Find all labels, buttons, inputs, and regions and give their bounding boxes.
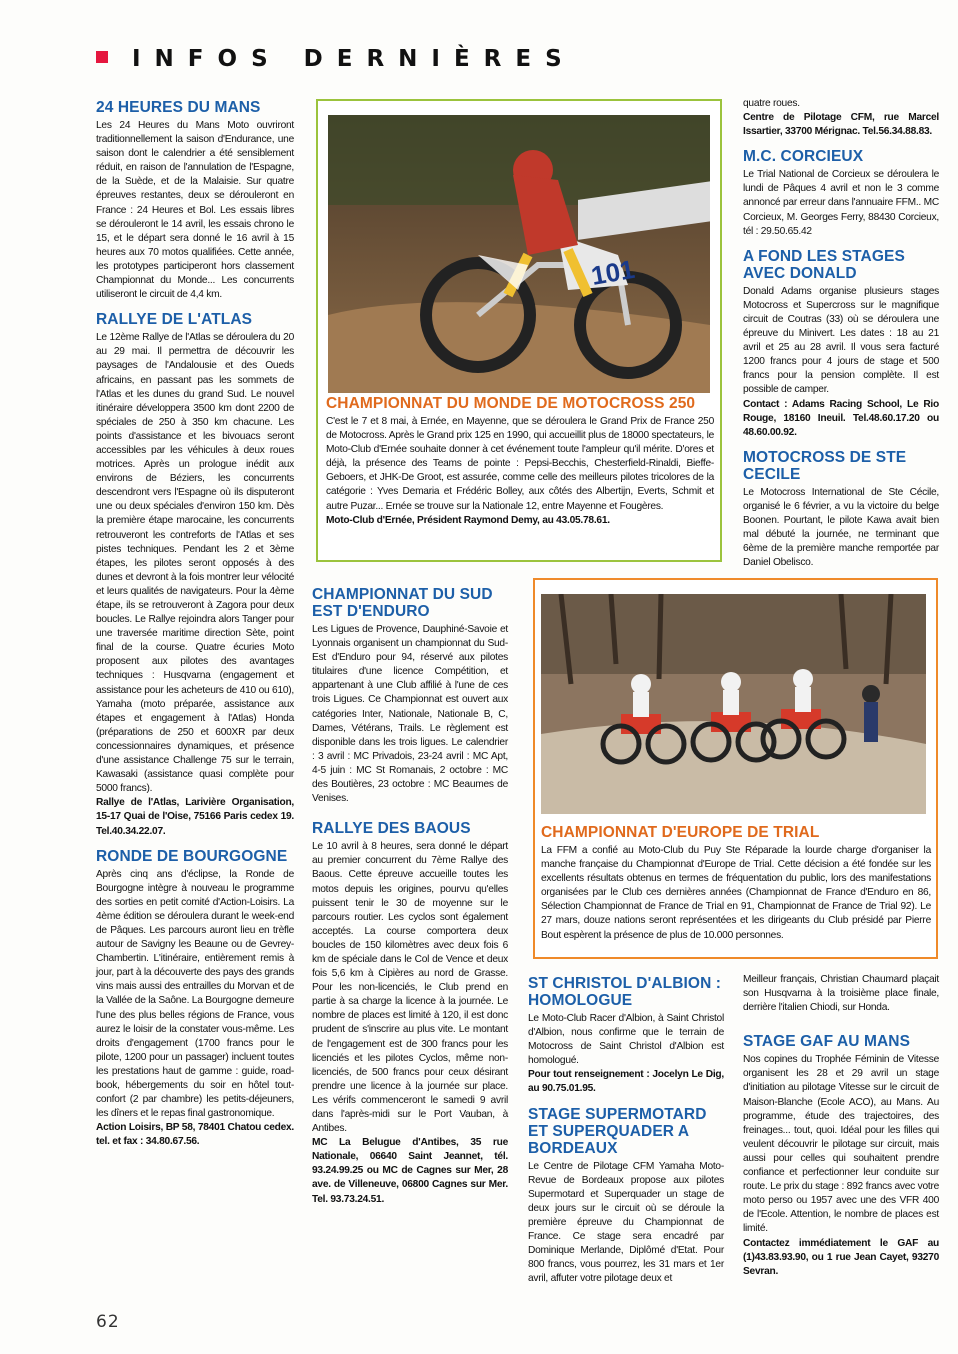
article-motocross-ste-cecile — [743, 449, 939, 571]
article-text: La FFM a confié au Moto-Club du Puy Ste Réparade la lourde charge d'organiser la manche française du Championnat d'Europe de Trial. Cette décision a été fondée sur les excellents résultats obtenus en termes de fréquentation du public, lors des manifestations organisées par le Club ces dernières années (Championnat de France d'Enduro en 86, Sélection Championnat de France de Trial en 91, Championnat de France de Trial 92). Le 27 mars, douze nations seront représentées et les dirigeants du Club présidé par Pierre Bout espèrent la présence de plus de 10.000 personnes. — [541, 845, 931, 941]
article-text: Meilleur français, Christian Chaumard plaçait son Husqvarna à la troisième place finale, derrière l'italien Chiodi, sur Honda. — [743, 974, 939, 1014]
article-st-christol-albion — [528, 975, 724, 1097]
article-title: STAGE GAF AU MANS — [743, 1033, 911, 1051]
motocross-feature-box — [316, 99, 722, 562]
trial-riders-photo — [541, 594, 926, 814]
article-text: Le 12ème Rallye de l'Atlas se déroulera du 20 au 29 mai. Il permettra de découvrir les paysages de l'Andalousie et des Oueds africains, en passant pas les sommets de l'Atlas et les dunes du grand Sud. Le nouvel itinéraire développera 3500 km dont 2200 de spéciales de 250 à 350 km chacune. Les points d'assistance et les bivouacs seront accessibles par les véhicules à deux roues motrices. Après un prologue inédit aux environs de Béziers, les concurrents descendront vers l'Espagne où ils disputeront une ou deux spéciales d'environ 150 km. Dès la première étape marocaine, les concurrents retrouveront les contreforts de l'Atlas et ses pistes techniques. Pendant les 2 et 3ème étapes, les pilotes seront opposés à des dunes et devront à la fois montrer leur vélocité et leurs qualités de navigateurs. Pour la 4ème étape, ils se retrouveront à Zagora pour deux boucles. Le Rallye rejoindra alors Tanger pour une traversée maritime direction Sète, point final de la course. Quatre écuries Moto proposent aux pilotes des avantages techniques : Husqvarna (engagement et assistance pour les acheteurs de 410 ou 610), Yamaha (moto préparée, assistance aux étapes et engagement à l'Atlas) Honda (préparations de 250 et 600XR par deux concessionnaires dynamiques, et présence d'une assistance Challenge 75 sur le terrain, Kawasaki (assistance quasi complète pour 5000 francs). — [96, 332, 294, 795]
article-title: CHAMPIONNAT DU SUD EST D'ENDURO — [312, 586, 493, 620]
article-rallye-atlas — [96, 311, 294, 838]
article-title: RALLYE DES BAOUS — [312, 820, 471, 838]
motocross-photo-illustration — [328, 115, 710, 393]
article-stage-gaf — [743, 1033, 939, 1279]
page-number: 62 — [96, 1312, 120, 1332]
article-contact: Rallye de l'Atlas, Larivière Organisation, 15-17 Quai de l'Oise, 75166 Paris cedex 19. Tel.40.34.22.07. — [96, 797, 294, 837]
article-title: STAGE SUPERMOTARD ET SUPERQUADER A BORDEAUX — [528, 1105, 707, 1157]
article-text: Les Ligues de Provence, Dauphiné-Savoie et Lyonnais organisent un championnat du Sud-Est d'Enduro pour 94, réservé aux pilotes titulaires d'une licence Compétition, et appartenant à une Club affilié à l'une de ces trois Ligues. Ce Championnat est ouvert aux catégories Inter, Nationale, Nationale B, C, Dames, Vétérans, Trails. Le règlement est disponible dans les trois ligues. Le calendrier : 3 avril : MC Privadois, 23-24 avril : MC Apt, 4-5 juin : MC St Romanais, 2 octobre : MC des Boutières, 23 octobre : MC Beaumes de Venises. — [312, 624, 508, 805]
article-title: M.C. CORCIEUX — [743, 148, 864, 166]
article-contact: Action Loisirs, BP 58, 78401 Chatou cedex. tel. et fax : 34.80.67.56. — [96, 1122, 294, 1148]
column-middle — [312, 586, 508, 1216]
article-ronde-bourgogne — [96, 848, 294, 1150]
article-title: CHAMPIONNAT D'EUROPE DE TRIAL — [541, 824, 820, 841]
article-text: Le Moto-Club Racer d'Albion, à Saint Christol d'Albion, nous confirme que le terrain de Motocross de Saint Christol d'Albion est homologué. — [528, 1013, 724, 1067]
article-24-heures-du-mans — [96, 99, 294, 302]
article-text: Après cinq ans d'éclipse, la Ronde de Bourgogne intègre à nouveau le programme des sorties en petit comité d'Action-Loisirs. La 4ème édition se déroulera durant le week-end de Pâques. Les parcours auront lieu en trèfle autour de Savigny les Beaune ou de Gevrey-Chambertin. L'itinéraire, entièrement remis à jour, part à la découverte des pays des grands vins mais aussi des entrailles du Morvan et de la Vallée de la Saône. La Bourgogne demeure l'une des plus belles régions de France, vous aurez le loisir de la constater vous-même. Les droits d'engagement (1700 francs pour le pilote, 1200 pour un passager) incluent toutes les prestations haut de gamme : guide, road-book, hébergements du soir en hôtel tout-confort (2 par chambre) les petits-déjeuners, les dîners et le repas final gastronomique. — [96, 868, 294, 1120]
article-contact: Moto-Club d'Ernée, Président Raymond Demy, au 43.05.78.61. — [326, 514, 610, 526]
trial-photo-illustration — [541, 594, 926, 814]
article-title: CHAMPIONNAT DU MONDE DE MOTOCROSS 250 — [326, 395, 696, 412]
article-title: 24 HEURES DU MANS — [96, 99, 261, 116]
svg-text:101: 101 — [588, 253, 637, 291]
trial-caption — [541, 824, 931, 943]
article-rallye-baous — [312, 820, 508, 1206]
article-meilleur-francais — [743, 973, 939, 1015]
article-contact: Contact : Adams Racing School, Le Rio Rouge, 18160 Ineuil. Tel.48.60.17.20 ou 48.60.00.92. — [743, 398, 939, 438]
article-title: RALLYE DE L'ATLAS — [96, 311, 253, 329]
article-contact: Pour tout renseignement : Jocelyn Le Dig, au 90.75.01.95. — [528, 1069, 724, 1095]
article-text: Le Motocross International de Ste Cécile, organisé le 6 février, a vu la victoire du belge Boonen. Pourtant, le pilote Kawa avait bien mal débuté la journée, ne terminant que 6ème de la première manche remportée par Daniel Obelisco. — [743, 486, 939, 569]
article-text: Nos copines du Trophée Féminin de Vitesse organisent les 28 et 29 avril un stage d'initiation au pilotage Vitesse sur le circuit de Maison-Blanche (Ecole ACO), au Mans. Au programme, étude des trajectoires, des freinages... tout, quoi. Idéal pour les filles qui veulent découvrir le pilotage sur circuit, mais aussi pour celles qui souhaitent prendre confiance et perfectionner leur conduite sur route. Le prix du stage : 892 francs avec votre moto perso ou 1957 avec une des VFR 400 de l'Ecole. Attention, le nombre de places est limité. — [743, 1054, 939, 1235]
article-text: C'est le 7 et 8 mai, à Ernée, en Mayenne, que se déroulera le Grand Prix de France 250 de Motocross. Après le Grand prix 125 en 1990, qui accueillit plus de 18000 spectateurs, le Moto-Club d'Ernée souhaite donner à cet événement toute l'ampleur qu'il mérite. D'ores et déjà, la présence des Teams de pointe : Pepsi-Becchis, Chesterfield-Rinaldi, Bieffe-Geboers, et JHK-De Groot, est assurée, comme celle des meilleurs pilotes tricolores de la catégorie : Yves Demaria et Frédéric Bolley, aux côtés des Albertijn, Everts, Schmit et autre Puzar... Ernée se trouve sur la Nationale 12, entre Mayenne et Fougères. — [326, 416, 714, 512]
header-square-marker — [96, 51, 108, 63]
article-contact: Contactez immédiatement le GAF au (1)43.83.93.90, ou 1 rue Jean Cayet, 93270 Sevran. — [743, 1237, 939, 1277]
motocross-caption — [326, 395, 714, 528]
article-title: MOTOCROSS DE STE CECILE — [743, 448, 907, 483]
article-contact: Centre de Pilotage CFM, rue Marcel Issartier, 33700 Mérignac. Tel.56.34.88.83. — [743, 112, 939, 138]
article-mc-corcieux — [743, 148, 939, 238]
article-text: Le Centre de Pilotage CFM Yamaha Moto-Revue de Bordeaux propose aux pilotes Supermotard et Superquader un stage de deux jours sur le circuit où se déroule la première épreuve du Championnat de France. Ce stage sera encadré par Dominique Merlande, Diplômé d'Etat. Pour 800 francs, vous pourrez, les 31 mars et 1er avril, affuter votre pilotage deux et — [528, 1160, 724, 1285]
article-text: Donald Adams organise plusieurs stages Motocross et Supercross sur le magnifique circuit de Coutras (33) où se déroulera une épreuve du Minivert. Les dates : 18 au 21 avril et 25 au 28 avril. Il vous sera facturé 1200 francs pour 4 jours de stage et 500 francs pour la pension complète. Il est possible de camper. — [743, 285, 939, 396]
article-text: Le 10 avril à 8 heures, sera donné le départ au premier concurrent du 7ème Rallye des Baous. Cette épreuve accueille toutes les motos depuis les origines, pourvu qu'elles puissent tenir le 30 de moyenne sur le parcours routier. Les cyclos sont également acceptés. La course comportera deux boucles de 150 kilomètres avec deux fois 6 km de spéciale dans le Col de Vence et deux fois 5,6 km à Cipières au nord de Grasse. Pour les non-licenciés, le Club prend en partie à sa charge la licence à la journée. Le nombre de places est limité à 120, il est donc prudent de s'inscrire au plus vite. Le montant de l'engagement est de 300 francs pour les licenciés et les pilotes Cyclos, même non-licenciés, de 500 francs pour ceux désirant prendre une licence à la journée sur place. Les vérifs commenceront le samedi 9 avril dans l'après-midi sur le Port Vauban, à Antibes. — [312, 841, 508, 1135]
article-text: Le Trial National de Corcieux se déroulera le lundi de Pâques 4 avril et non le 3 comme annoncé par erreur dans l'annuaire FFM.. MC Corcieux, M. Georges Ferry, 88430 Corcieux, tél : 29.50.65.42 — [743, 169, 939, 237]
column-right-upper — [743, 97, 939, 579]
article-title: RONDE DE BOURGOGNE — [96, 847, 288, 865]
motocross-rider-photo — [328, 115, 710, 393]
article-title: A FOND LES STAGES AVEC DONALD — [743, 247, 905, 282]
article-stage-supermotard — [528, 1106, 724, 1287]
article-title: ST CHRISTOL D'ALBION : HOMOLOGUE — [528, 975, 722, 1009]
trial-feature-box — [533, 578, 938, 959]
column-left — [96, 99, 294, 1158]
article-cfm-continued — [743, 97, 939, 139]
article-stages-donald — [743, 248, 939, 440]
article-sud-est-enduro — [312, 586, 508, 806]
column-bottom-right — [743, 973, 939, 1288]
page-header-title: INFOS DERNIÈRES — [132, 46, 576, 72]
article-text: quatre roues. — [743, 98, 800, 109]
article-contact: MC La Belugue d'Antibes, 35 rue Nationale, 06640 Saint Jeannet, tél. 93.24.99.25 ou MC de Cagnes sur Mer, 28 ave. de Villeneuve, 06800 Cagnes sur Mer. Tel. 93.73.24.51. — [312, 1137, 508, 1205]
article-text: Les 24 Heures du Mans Moto ouvriront traditionnellement la saison d'Endurance, une saison dont le calendrier a été sensiblement réduit, en raison de l'annulation de l'Espagne, de la Suède, et de la Malaisie. Sur quatre épreuves restantes, deux se dérouleront en France : 24 Heures et Bol. Les essais libres se dérouleront le 14 avril, les essais chrono le 15, et le départ sera donné le 16 avril à 15 heures aux 70 motos qualifiées. Cette année, les prototypes participeront hors classement Championnat du Monde... Les concurrents utiliseront le circuit de 4,4 km. — [96, 120, 294, 301]
column-bottom-center — [528, 975, 724, 1295]
